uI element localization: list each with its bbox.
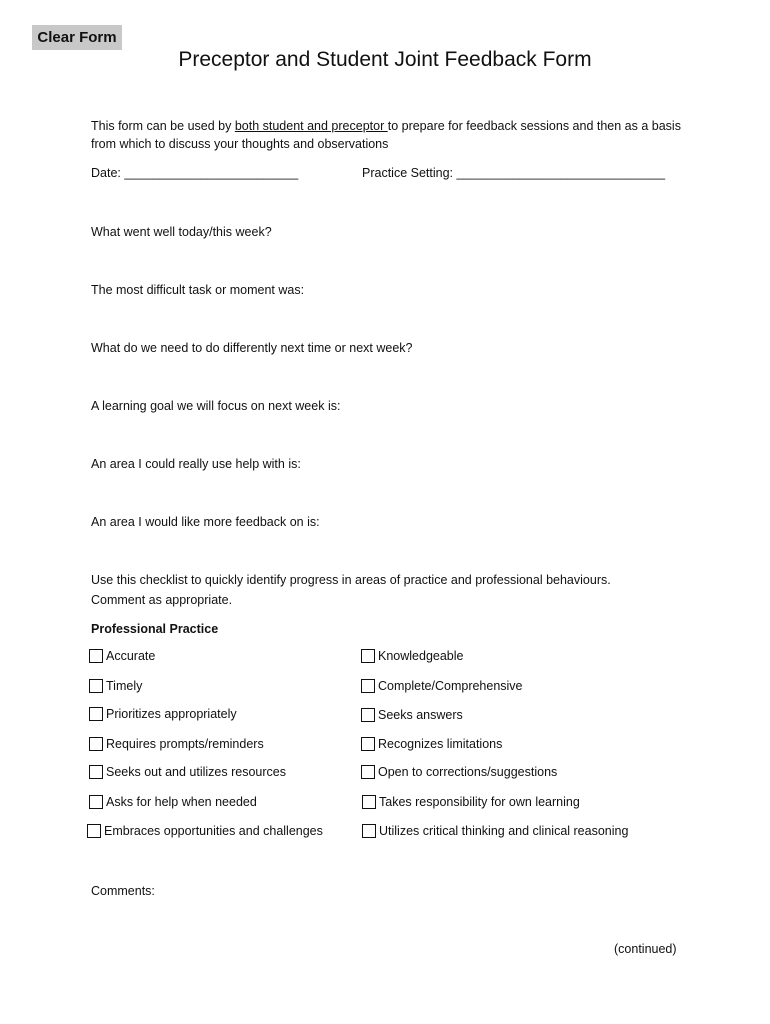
checklist-label: Recognizes limitations: [378, 737, 503, 751]
checklist-item-seeks-resources[interactable]: [89, 765, 286, 779]
clear-form-button[interactable]: Clear Form: [32, 25, 122, 50]
section-heading-professional-practice: Professional Practice: [91, 622, 219, 636]
practice-setting-field[interactable]: Practice Setting: ______________________________: [362, 166, 666, 180]
checklist-intro-line1: Use this checklist to quickly identify progress in areas of practice and professional behaviours.: [91, 573, 611, 587]
checklist-label: Timely: [106, 679, 143, 693]
checklist-label: Embraces opportunities and challenges: [104, 824, 323, 838]
checklist-item-complete[interactable]: [361, 679, 523, 693]
checkbox[interactable]: [89, 707, 103, 721]
checklist-label: Complete/Comprehensive: [378, 679, 523, 693]
checkbox[interactable]: [361, 679, 375, 693]
intro-text-before: This form can be used by: [91, 119, 235, 133]
checklist-item-knowledgeable[interactable]: [361, 649, 464, 663]
comments-label: Comments:: [91, 884, 155, 898]
checkbox[interactable]: [361, 765, 375, 779]
checklist-item-prioritizes[interactable]: [89, 707, 237, 721]
checklist-label: Seeks out and utilizes resources: [106, 765, 286, 779]
checklist-item-critical-thinking[interactable]: [362, 824, 628, 838]
checklist-item-asks-for-help[interactable]: [89, 795, 257, 809]
checkbox[interactable]: [362, 795, 376, 809]
page-title: Preceptor and Student Joint Feedback Form: [178, 48, 592, 71]
checklist-label: Requires prompts/reminders: [106, 737, 264, 751]
checkbox[interactable]: [89, 679, 103, 693]
checklist-label: Prioritizes appropriately: [106, 707, 237, 721]
question-difficult-task: The most difficult task or moment was:: [91, 283, 305, 297]
checklist-item-recognizes-limitations[interactable]: [361, 737, 502, 751]
checklist-label: Knowledgeable: [378, 649, 464, 663]
checklist-item-accurate[interactable]: [89, 649, 155, 663]
checkbox[interactable]: [361, 708, 375, 722]
checklist-intro-line2: Comment as appropriate.: [91, 593, 233, 607]
checklist-item-timely[interactable]: [89, 679, 142, 693]
checklist-label: Open to corrections/suggestions: [378, 765, 558, 779]
checklist-label: Utilizes critical thinking and clinical reasoning: [379, 824, 629, 838]
checklist-item-open-to-corrections[interactable]: [361, 765, 557, 779]
intro-text-underlined: both student and preceptor: [234, 119, 388, 133]
checklist-label: Seeks answers: [378, 708, 463, 722]
checkbox[interactable]: [87, 824, 101, 838]
checklist-label: Accurate: [106, 649, 156, 663]
question-went-well: What went well today/this week?: [91, 225, 272, 239]
continued-note: (continued): [614, 942, 677, 956]
checkbox[interactable]: [89, 795, 103, 809]
checkbox[interactable]: [361, 737, 375, 751]
checkbox[interactable]: [89, 765, 103, 779]
checklist-item-embraces-opportunities[interactable]: [87, 824, 323, 838]
checklist-item-takes-responsibility[interactable]: [362, 795, 580, 809]
question-feedback-area: An area I would like more feedback on is:: [91, 515, 320, 529]
checkbox[interactable]: [89, 649, 103, 663]
intro-paragraph: [91, 117, 691, 153]
checklist-label: Takes responsibility for own learning: [379, 795, 580, 809]
question-learning-goal: A learning goal we will focus on next week is:: [91, 399, 341, 413]
checkbox[interactable]: [89, 737, 103, 751]
date-field[interactable]: Date: _________________________: [91, 166, 299, 180]
checklist-item-requires-prompts[interactable]: [89, 737, 264, 751]
question-do-differently: What do we need to do differently next time or next week?: [91, 341, 413, 355]
checklist-label: Asks for help when needed: [106, 795, 257, 809]
intro-text-after: to prepare for feedback sessions and then as a basis from which to discuss your thoughts and observations: [91, 119, 681, 151]
checkbox[interactable]: [361, 649, 375, 663]
checklist-item-seeks-answers[interactable]: [361, 708, 463, 722]
checkbox[interactable]: [362, 824, 376, 838]
question-help-area: An area I could really use help with is:: [91, 457, 301, 471]
